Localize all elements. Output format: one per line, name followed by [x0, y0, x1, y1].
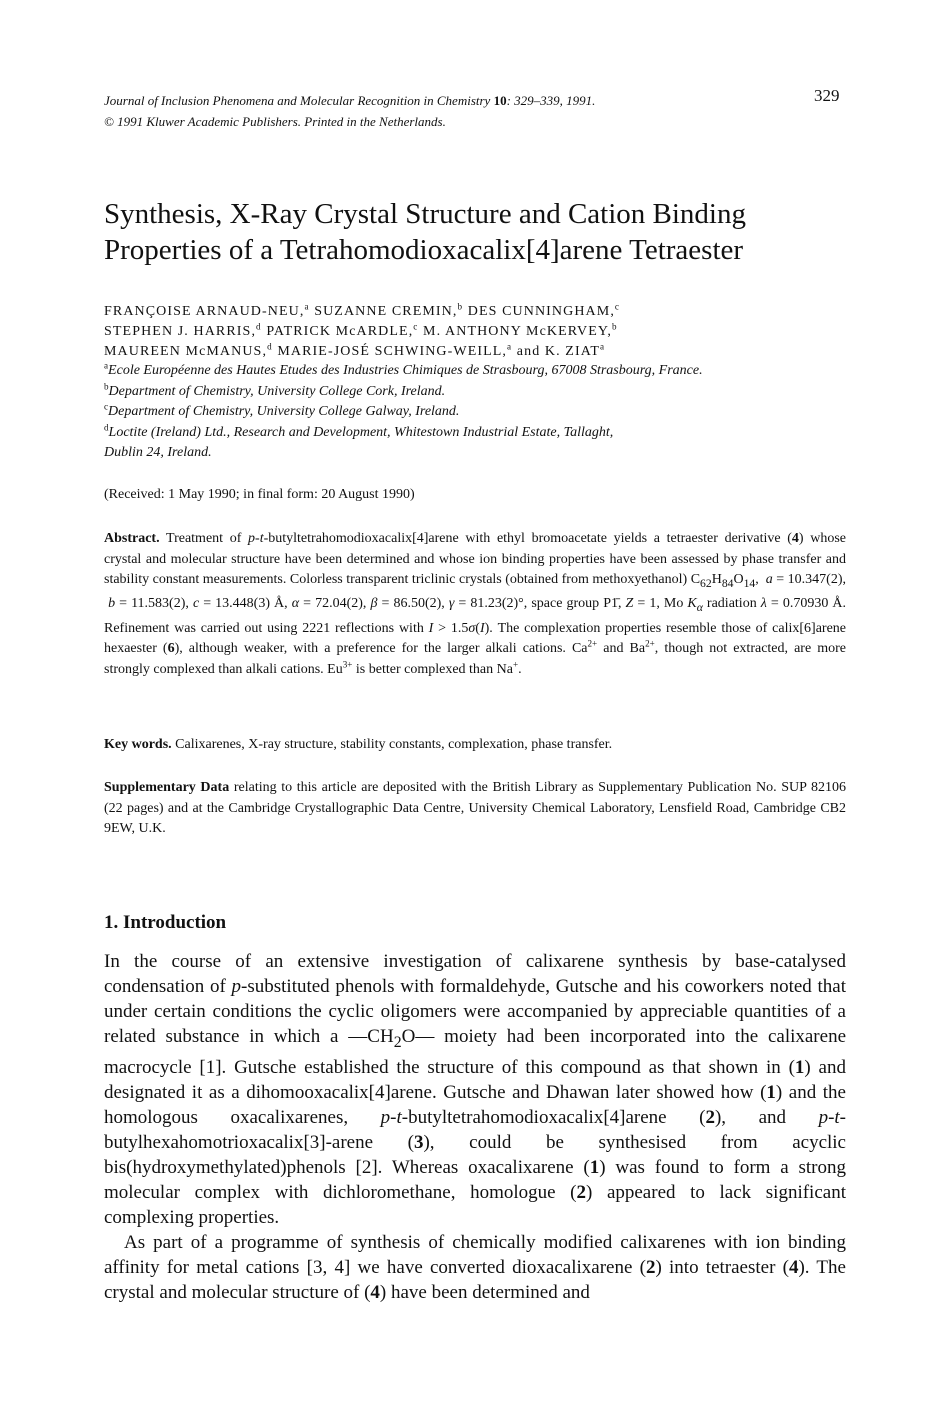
supplementary-data	[104, 778, 846, 840]
received-dates: (Received: 1 May 1990; in final form: 20 August 1990)	[104, 487, 415, 502]
supp-text: relating to this article are deposited with the British Library as Supplementary Publication No. SUP 82106 (22 pages) and at the Cambridge Crystallographic Data Centre, University Chemical Laboratory, Lensfield Road, Cambridge CB2 9EW, U.K.	[104, 780, 847, 836]
keywords	[104, 737, 846, 753]
author-name: M. ANTHONY McKERVEY,	[423, 324, 612, 339]
affiliation-d-cont: Dublin 24, Ireland.	[104, 445, 212, 460]
affiliation-d: $^d$Loctite (Ireland) Ltd., Research and Development, Whitestown Industrial Estate, Tallaght,	[104, 421, 614, 440]
affiliations	[104, 361, 864, 464]
paragraph: As part of a programme of synthesis of chemically modified calixarenes with ion binding affinity for metal cations [3, 4] we have converted dioxacalixarene (2) into tetraester (4). The crystal and molecular structure of (4) have been determined and	[104, 1231, 846, 1303]
copyright-line: © 1991 Kluwer Academic Publishers. Printed in the Netherlands.	[104, 114, 446, 129]
affiliation-a: $^a$Ecole Européenne des Hautes Etudes des Industries Chimiques de Strasbourg, 67008 Strasbourg, France.	[104, 360, 703, 378]
author-line-2: STEPHEN J. HARRIS,$^d$ PATRICK McARDLE,$^c$ M. ANTHONY McKERVEY,$^b$	[104, 321, 618, 339]
page-number: 329	[814, 86, 840, 105]
abstract: Abstract. Treatment of p-t-butyltetrahomodioxacalix[4]arene with ethyl bromoacetate yields a tetraester derivative (4) whose crystal and molecular structure have been determined and whose ion binding properties have been assessed by phase transfer and stability constant measurements. Colorless transparent triclinic crystals (obtained from methoxyethanol) $C_{62}H_{84}O_{14}$, a = 10.347(2), b = 11.583(2), c = 13.448(3) Å, α = 72.04(2), β = 86.50(2), γ = 81.23(2)°, space group P1̄, Z = 1, Mo $K_\alpha$ radiation λ = 0.70930 Å. Refinement was carried out using 2221 reflections with I > 1.5σ(I). The complexation properties resemble those of calix[6]arene hexaester (6), although weaker, with a preference for the larger alkali cations. $Ca^{2+}$ and $Ba^{2+}$, though not extracted, are more strongly complexed than alkali cations. $Eu^{3+}$ is better complexed than Na+.	[104, 531, 846, 677]
journal-line: Journal of Inclusion Phenomena and Molecular Recognition in Chemistry 10: 329–339, 1991.	[104, 93, 596, 108]
affiliation-b: $^b$Department of Chemistry, University College Cork, Ireland.	[104, 380, 446, 399]
affiliation-c: $^c$Department of Chemistry, University College Galway, Ireland.	[104, 401, 460, 419]
author-name: MARIE-JOSÉ SCHWING-WEILL,	[277, 344, 508, 359]
title-line-1: Synthesis, X-Ray Crystal Structure and Cation Binding	[104, 198, 746, 230]
author-line-1: FRANÇOISE ARNAUD-NEU,$^a$ SUZANNE CREMIN,$^b$ DES CUNNINGHAM,$^c$	[104, 301, 621, 319]
title-line-2: Properties of a Tetrahomodioxacalix[4]arene Tetraester	[104, 234, 744, 266]
author-list	[104, 302, 864, 362]
author-line-3: MAUREEN McMANUS,$^d$ MARIE-JOSÉ SCHWING-WEILL,$^a$ and K. ZIAT$^a$	[104, 341, 606, 359]
author-name: MAUREEN McMANUS,	[104, 344, 268, 359]
author-name: SUZANNE CREMIN,	[314, 304, 458, 319]
supp-label: Supplementary Data	[104, 780, 230, 795]
author-name: FRANÇOISE ARNAUD-NEU,	[104, 304, 305, 319]
abstract-label: Abstract.	[104, 531, 160, 546]
body-text	[104, 949, 846, 1305]
paper-title	[104, 196, 864, 268]
journal-citation	[104, 90, 724, 132]
author-name: STEPHEN J. HARRIS,	[104, 324, 257, 339]
author-name: PATRICK McARDLE,	[266, 324, 414, 339]
author-name: and K. ZIAT	[516, 344, 601, 359]
author-name: DES CUNNINGHAM,	[467, 304, 615, 319]
keywords-text: Calixarenes, X-ray structure, stability constants, complexation, phase transfer.	[175, 737, 613, 752]
section-heading: 1. Introduction	[104, 912, 227, 933]
keywords-label: Key words.	[104, 737, 172, 752]
paragraph: In the course of an extensive investigation of calixarene synthesis by base-catalysed condensation of p-substituted phenols with formaldehyde, Gutsche and his coworkers noted that under certain conditions the cyclic oligomers were accompanied by appreciable quantities of a related substance in which a $—CH_2O—$ moiety had been incorporated into the calixarene macrocycle [1]. Gutsche established the structure of this compound as that shown in (1) and designated it as a dihomooxacalix[4]arene. Gutsche and Dhawan later showed how (1) and the homologous oxacalixarenes, p-t-butyltetrahomodioxacalix[4]arene (2), and p-t-butylhexahomotrioxacalix[3]-arene (3), could be synthesised from acyclic bis(hydroxymethylated)phenols [2]. Whereas oxacalixarene (1) was found to form a strong molecular complex with dichloromethane, homologue (2) appeared to lack significant complexing properties.	[104, 951, 846, 1228]
